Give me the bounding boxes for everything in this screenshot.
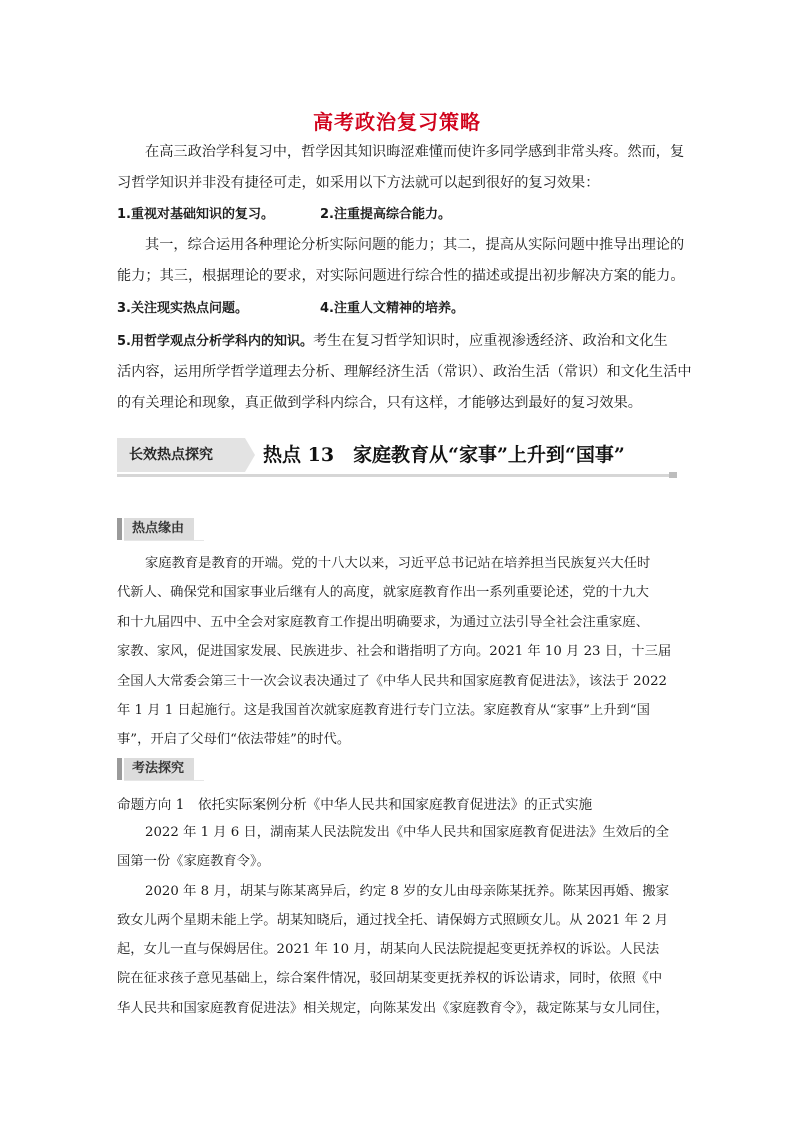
section2-line: 院在征求孩子意见基础上，综合案件情况，驳回胡某变更抚养权的诉讼请求，同时，依照《中: [117, 971, 663, 987]
banner-arrow-shape: [245, 438, 255, 472]
proposition-direction: 命题方向 1 依托实际案例分析《中华人民共和国家庭教育促进法》的正式实施: [117, 797, 593, 813]
tip-2: 2.注重提高综合能力。: [320, 207, 451, 222]
section-underline: [124, 540, 204, 541]
section2-line: 致女儿两个星期未能上学。胡某知晓后，通过找全托、请保姆方式照顾女儿。从 2021 年 2 月: [117, 912, 669, 928]
section1-line: 全国人大常委会第三十一次会议表决通过了《中华人民共和国家庭教育促进法》，该法于 2022: [117, 673, 667, 689]
section1-line: 事”，开启了父母们“依法带娃”的时代。: [117, 732, 351, 748]
section-marker: [117, 518, 122, 540]
tip-3: 3.关注现实热点问题。: [117, 301, 248, 316]
section2-line: 2022 年 1 月 6 日，湖南某人民法院发出《中华人民共和国家庭教育促进法》生效后的全: [145, 825, 669, 840]
tip5-line: 活内容，运用所学哲学道理去分析、理解经济生活（常识）、政治生活（常识）和文化生活中: [117, 364, 692, 380]
tip-5: 5.用哲学观点分析学科内的知识。: [117, 334, 313, 349]
tip-1: 1.重视对基础知识的复习。: [117, 207, 274, 222]
section2-line: 起，女儿一直与保姆居住。2021 年 10 月，胡某向人民法院提起变更抚养权的诉讼。人民法: [117, 942, 660, 958]
page-title: 高考政治复习策略: [313, 110, 481, 134]
ability-paragraph: [117, 230, 685, 292]
ability-line: 其一，综合运用各种理论分析实际问题的能力；其二，提高从实际问题中推导出理论的: [145, 237, 685, 253]
tip5-line: 的有关理论和现象，真正做到学科内综合，只有这样，才能够达到最好的复习效果。: [117, 395, 642, 411]
intro-paragraph: [117, 137, 685, 199]
section2-line: 华人民共和国家庭教育促进法》相关规定，向陈某发出《家庭教育令》，裁定陈某与女儿同住，: [117, 1000, 669, 1016]
section1-line: 代新人、确保党和国家事业后继有人的高度，就家庭教育作出一系列重要论述，党的十九大: [117, 585, 649, 601]
ability-line: 能力；其三，根据理论的要求，对实际问题进行综合性的描述或提出初步解决方案的能力。: [117, 268, 685, 284]
tip5-line: 考生在复习哲学知识时，应重视渗透经济、政治和文化生: [312, 333, 668, 349]
intro-line: 在高三政治学科复习中，哲学因其知识晦涩难懂而使许多同学感到非常头疼。然而，复: [145, 144, 685, 160]
section2-line: 2020 年 8 月，胡某与陈某离异后，约定 8 岁的女儿由母亲陈某抚养。陈某因再婚、搬家: [145, 883, 669, 899]
banner-tag: 长效热点探究: [117, 438, 245, 472]
hot-topic-banner: [117, 438, 677, 478]
section2-line: 国第一份《家庭教育令》。: [117, 854, 270, 870]
section1-body: [117, 549, 677, 755]
section2-body: [117, 818, 677, 1023]
section-underline: [124, 780, 204, 781]
tip-4: 4.注重人文精神的培养。: [320, 301, 464, 316]
section-title: 热点缘由: [124, 518, 194, 540]
banner-heading: 热点 13 家庭教育从“家事”上升到“国事”: [263, 444, 625, 466]
tips-row-2: [117, 293, 677, 324]
section1-line: 家教、家风，促进国家发展、民族进步、社会和谐指明了方向。2021 年 10 月 23 日，十三届: [117, 644, 672, 660]
section1-line: 家庭教育是教育的开端。党的十八大以来，习近平总书记站在培养担当民族复兴大任时: [145, 556, 651, 571]
section1-line: 年 1 月 1 日起施行。这是我国首次就家庭教育进行专门立法。家庭教育从“家事”上升到“国: [117, 703, 650, 719]
section1-line: 和十九届四中、五中全会对家庭教育工作提出明确要求，为通过立法引导全社会注重家庭、: [117, 614, 649, 630]
banner-divider: [117, 474, 677, 477]
tip5-paragraph: [117, 326, 692, 419]
intro-line: 习哲学知识并非没有捷径可走，如采用以下方法就可以起到很好的复习效果：: [117, 175, 600, 191]
banner-divider-end: [669, 472, 677, 478]
section-marker: [117, 758, 122, 780]
tips-row-1: [117, 199, 677, 230]
section-title: 考法探究: [124, 758, 194, 780]
